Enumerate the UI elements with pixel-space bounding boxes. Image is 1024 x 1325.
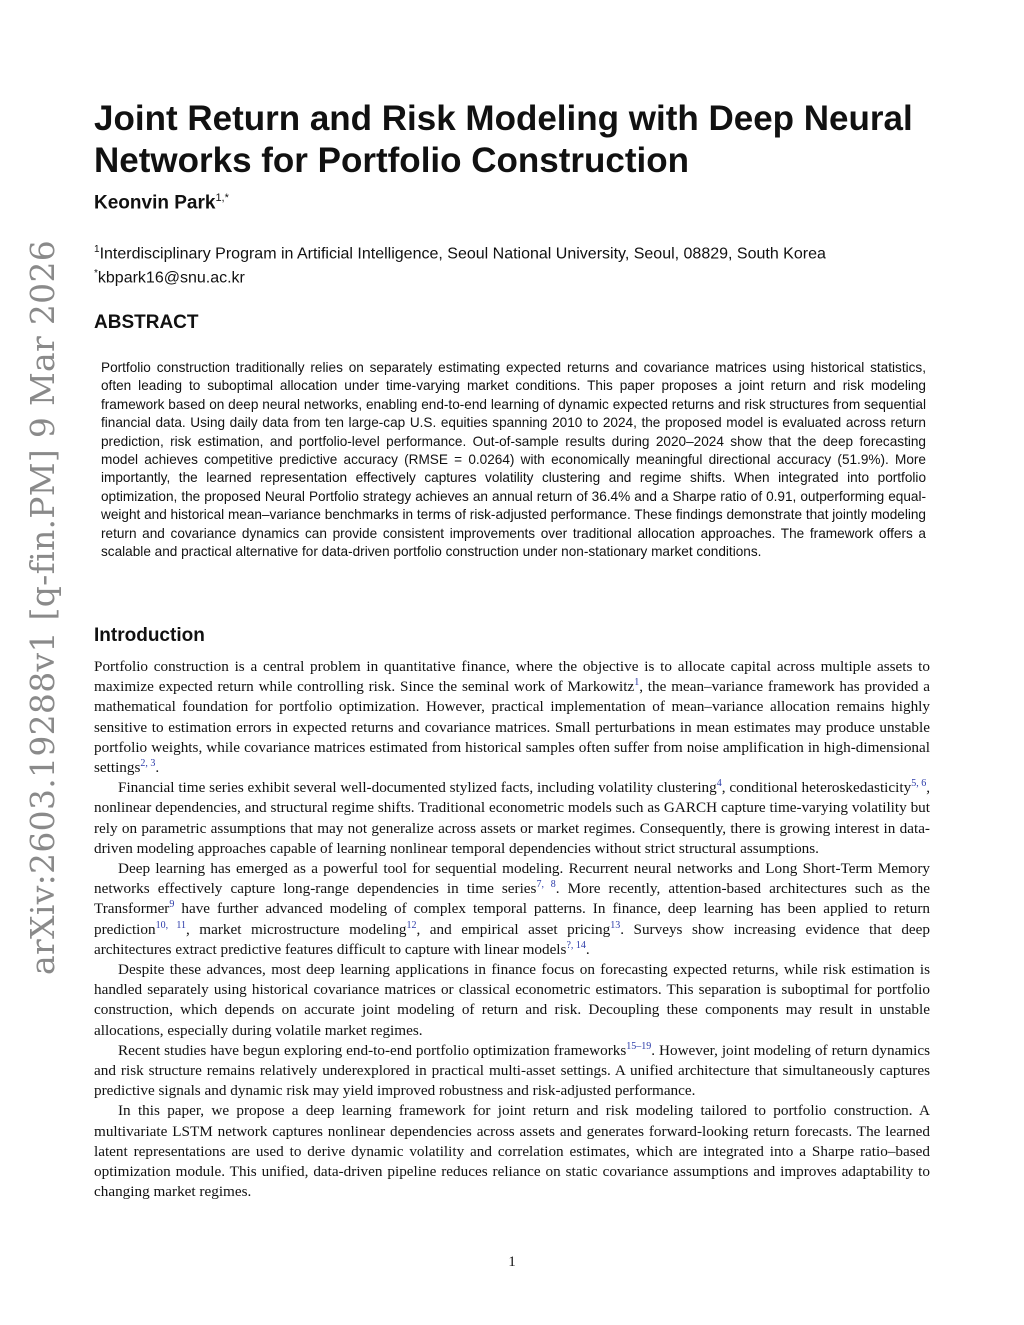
affiliation-mark: 1 <box>94 244 100 255</box>
paper-title: Joint Return and Risk Modeling with Deep Neural Networks for Portfolio Construction <box>94 99 913 180</box>
text-run: , market microstructure modeling <box>185 920 407 938</box>
abstract-heading: ABSTRACT <box>94 312 199 333</box>
citation[interactable]: 15–19 <box>626 1040 652 1052</box>
paragraph <box>94 1041 930 1102</box>
affiliation-line <box>94 240 954 264</box>
text-run: have further advanced modeling of complex temporal patterns. In finance, deep learning has been applied to return prediction <box>94 900 930 938</box>
affiliation-text: Interdisciplinary Program in Artificial Intelligence, Seoul National University, Seoul, 08829, South Korea <box>99 245 826 263</box>
paragraph: In this paper, we propose a deep learning framework for joint return and risk modeling tailored to portfolio construction. A multivariate LSTM network captures nonlinear dependencies across assets and generates forward-looking return forecasts. The learned latent representations are used to derive dynamic volatility and correlation estimates, which are integrated into a Sharpe ratio–based optimization module. This unified, data-driven pipeline reduces reliance on static covariance assumptions and improves adaptability to changing market regimes. <box>94 1102 930 1201</box>
author-name: Keonvin Park <box>94 192 216 214</box>
citation[interactable]: 9 <box>169 899 175 911</box>
text-run: Recent studies have begun exploring end-to-end portfolio optimization frameworks <box>118 1041 627 1059</box>
author-marks: 1,* <box>215 192 229 204</box>
citation[interactable]: 13 <box>610 919 621 931</box>
text-run: , and empirical asset pricing <box>416 920 611 938</box>
citation[interactable]: 4 <box>716 778 722 790</box>
citation[interactable]: 2, 3 <box>140 757 156 769</box>
author-line <box>94 192 229 214</box>
paragraph: Despite these advances, most deep learning applications in finance focus on forecasting expected returns, while risk estimation is handled separately using historical covariance matrices or classical econometric estimators. This separation is suboptimal for portfolio construction, which depends on accurate joint modeling of return and risk. Decoupling these components may result in unstable allocations, especially during volatile market regimes. <box>94 961 930 1039</box>
paragraph <box>94 657 930 778</box>
text-run: , conditional heteroskedasticity <box>721 779 912 797</box>
citation[interactable]: 12 <box>406 919 417 931</box>
affiliations <box>94 240 954 289</box>
text-run: . However, joint modeling of return dynamics and risk structure remains relatively underexplored in practical multi-asset settings. A unified architecture that simultaneously captures predictive signals and dynamic risk may yield improved robustness and risk-adjusted performance. <box>94 1041 931 1100</box>
email-mark: * <box>94 268 98 280</box>
text-run: , the mean–variance framework has provided a mathematical foundation for portfolio optimization. However, practical implementation of mean–variance allocation remains highly sensitive to estimation errors in expected returns and covariance matrices. Small perturbations in mean estimates may produce unstable portfolio weights, while covariance matrices estimated from historical samples often suffer from noise amplification in high-dimensional settings <box>94 678 930 777</box>
text-run: Portfolio construction is a central problem in quantitative finance, where the objective is to allocate capital across multiple assets to maximize expected return while controlling risk. Since the seminal work of Markowitz <box>94 658 930 696</box>
abstract-body: Portfolio construction traditionally relies on separately estimating expected returns and covariance matrices using historical statistics, often leading to suboptimal allocation under time-varying market conditions. This paper proposes a joint return and risk modeling framework based on deep neural networks, enabling end-to-end learning of dynamic expected returns and risk structures from sequential financial data. Using daily data from ten large-cap U.S. equities spanning 2010 to 2024, the proposed model is evaluated across return prediction, risk estimation, and portfolio-level performance. Out-of-sample results during 2020–2024 show that the deep forecasting model achieves competitive predictive accuracy (RMSE = 0.0264) with economically meaningful directional accuracy (51.9%). More importantly, the learned representation effectively captures volatility clustering and regime shifts. When integrated into portfolio optimization, the proposed Neural Portfolio strategy achieves an annual return of 36.4% and a Sharpe ratio of 0.91, outperforming equal-weight and historical mean–variance benchmarks in terms of risk-adjusted performance. These findings demonstrate that jointly modeling return and covariance dynamics can provide consistent improvements over traditional allocation approaches. The framework offers a scalable and practical alternative for data-driven portfolio construction under non-stationary market conditions. <box>101 360 926 560</box>
citation[interactable]: 1 <box>634 677 640 689</box>
page-number: 1 <box>508 1254 516 1270</box>
email-line <box>94 264 954 288</box>
text-run: . More recently, attention-based architectures such as the Transformer <box>94 880 931 918</box>
citation[interactable]: 10, 11 <box>155 919 186 931</box>
email-text: kbpark16@snu.ac.kr <box>97 269 245 287</box>
text-run: Deep learning has emerged as a powerful tool for sequential modeling. Recurrent neural networks and Long Short-Term Memory networks effectively capture long-range dependencies in time series <box>94 860 930 898</box>
citation[interactable]: ?, 14 <box>566 939 586 951</box>
citation[interactable]: 5, 6 <box>911 778 927 790</box>
introduction-heading: Introduction <box>94 625 205 646</box>
text-run: . Surveys show increasing evidence that deep architectures extract predictive features difficult to capture with linear models <box>94 920 930 958</box>
text-run: . <box>155 759 160 777</box>
text-run: Financial time series exhibit several well-documented stylized facts, including volatility clustering <box>118 779 717 797</box>
paragraph <box>94 778 930 859</box>
text-run: . <box>585 940 590 958</box>
citation[interactable]: 7, 8 <box>536 879 556 891</box>
paragraph <box>94 859 930 960</box>
arxiv-identifier: arXiv:2603.19288v1 [q-fin.PM] 9 Mar 2026 <box>23 239 62 975</box>
introduction-body <box>94 657 930 1202</box>
text-run: , nonlinear dependencies, and structural regime shifts. Traditional econometric models such as GARCH capture time-varying volatility but rely on parametric assumptions that may not generalize across assets or market regimes. Consequently, there is growing interest in data-driven modeling approaches capable of learning nonlinear temporal dependencies without strict structural assumptions. <box>94 779 931 857</box>
